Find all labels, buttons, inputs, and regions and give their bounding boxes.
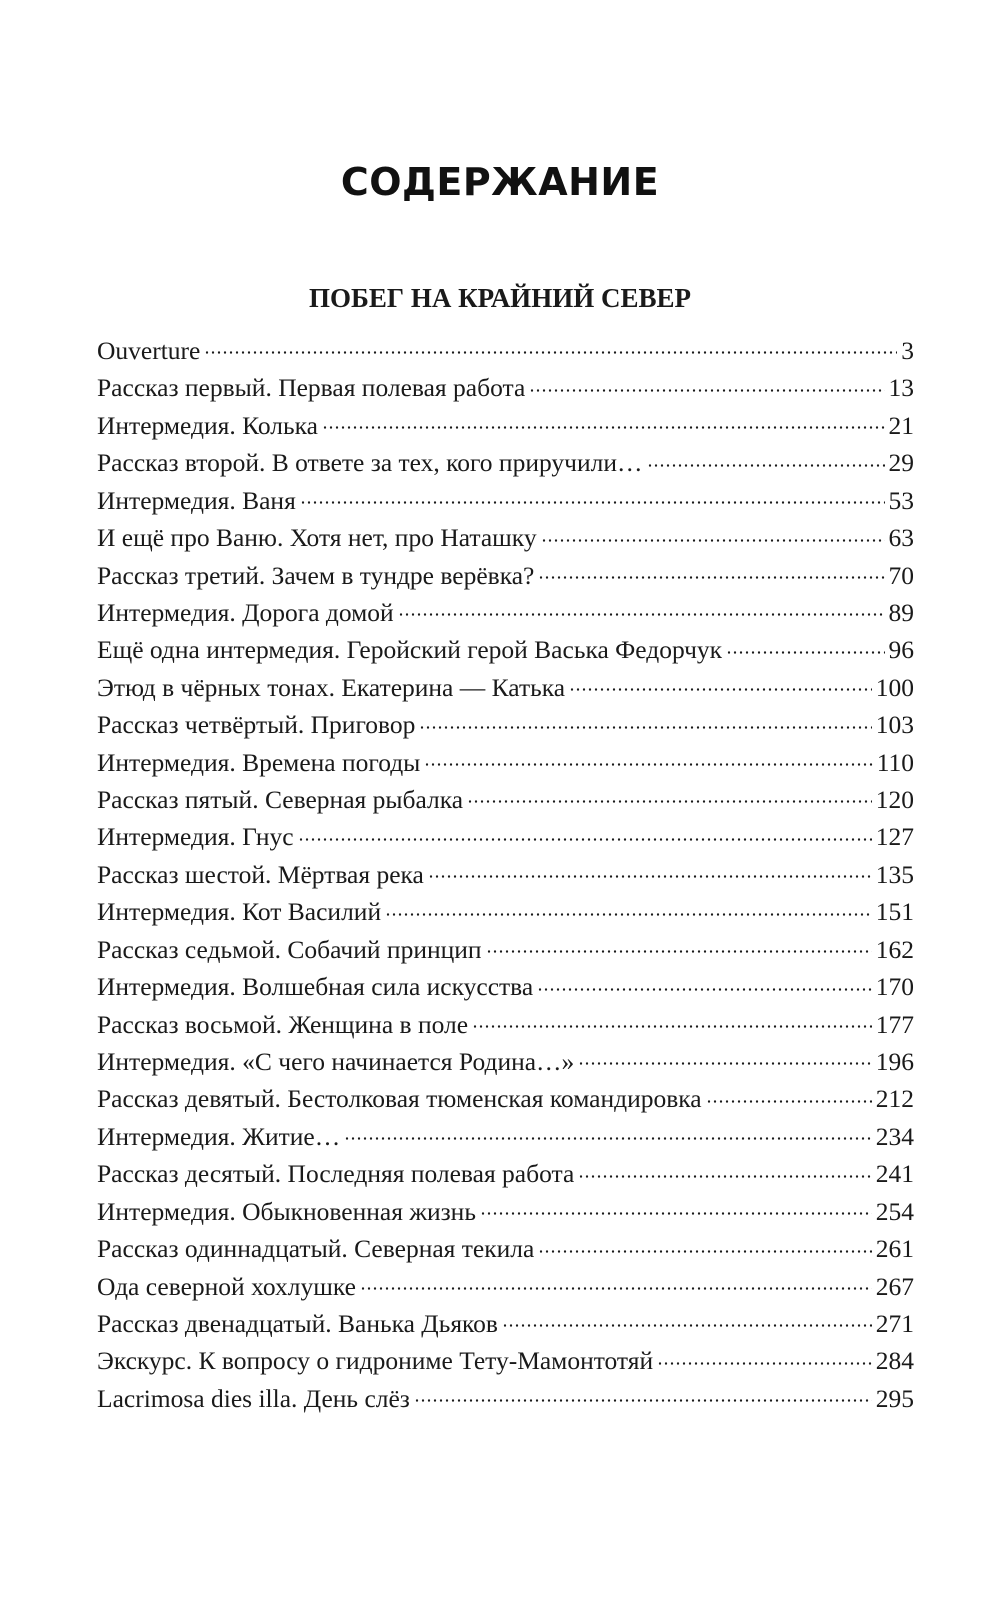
toc-entry-page-number: 103 bbox=[875, 710, 914, 740]
toc-entry-title: Интермедия. Времена погоды bbox=[97, 747, 421, 777]
toc-entry bbox=[97, 519, 914, 556]
toc-entry bbox=[97, 968, 914, 1005]
toc-entry-page-number: 241 bbox=[875, 1159, 914, 1189]
toc-entry-title: Интермедия. Волшебная сила искусства bbox=[97, 972, 534, 1002]
toc-entry-title: Рассказ шестой. Мёртвая река bbox=[97, 859, 424, 889]
toc-entry bbox=[97, 1118, 914, 1155]
toc-entry bbox=[97, 856, 914, 893]
toc-entry-page-number: 212 bbox=[875, 1084, 914, 1114]
dot-leader bbox=[344, 1137, 872, 1140]
toc-entry-title: Рассказ восьмой. Женщина в поле bbox=[97, 1009, 469, 1039]
toc-entry bbox=[97, 893, 914, 930]
toc-entry bbox=[97, 931, 914, 968]
toc-entry-page-number: 170 bbox=[875, 972, 914, 1002]
dot-leader bbox=[726, 651, 884, 654]
toc-entry bbox=[97, 781, 914, 818]
dot-leader bbox=[322, 426, 885, 429]
toc-entry-page-number: 120 bbox=[875, 785, 914, 815]
dot-leader bbox=[428, 875, 872, 878]
dot-leader bbox=[538, 1250, 871, 1253]
toc-entry-page-number: 254 bbox=[875, 1196, 914, 1226]
page-title: СОДЕРЖАНИЕ bbox=[340, 160, 660, 204]
toc-entry bbox=[97, 1268, 914, 1305]
dot-leader bbox=[706, 1100, 872, 1103]
toc-entry bbox=[97, 1342, 914, 1379]
toc-entry-title: Рассказ четвёртый. Приговор bbox=[97, 710, 416, 740]
toc-entry bbox=[97, 482, 914, 519]
toc-entry bbox=[97, 1305, 914, 1342]
toc-entry bbox=[97, 332, 914, 369]
toc-entry bbox=[97, 1080, 914, 1117]
toc-entry-title: Рассказ девятый. Бестолковая тюменская командировка bbox=[97, 1084, 702, 1114]
dot-leader bbox=[537, 988, 872, 991]
toc-entry-title: Интермедия. Гнус bbox=[97, 822, 294, 852]
dot-leader bbox=[541, 539, 885, 542]
dot-leader bbox=[298, 838, 872, 841]
toc-entry-page-number: 13 bbox=[888, 373, 914, 403]
toc-entry-title: Ouverture bbox=[97, 336, 201, 365]
dot-leader bbox=[467, 800, 872, 803]
toc-entry bbox=[97, 1193, 914, 1230]
toc-entry bbox=[97, 631, 914, 668]
toc-entry-title: Интермедия. Колька bbox=[97, 410, 318, 440]
dot-leader bbox=[360, 1287, 872, 1290]
toc-entry-title: Интермедия. «С чего начинается Родина…» bbox=[97, 1047, 575, 1077]
dot-leader bbox=[398, 613, 885, 616]
dot-leader bbox=[472, 1025, 872, 1028]
toc-entry-page-number: 234 bbox=[875, 1121, 914, 1151]
toc-entry-page-number: 177 bbox=[875, 1009, 914, 1039]
toc-entry-title: Интермедия. Обыкновенная жизнь bbox=[97, 1196, 476, 1226]
toc-entry-title: Интермедия. Ваня bbox=[97, 485, 296, 515]
dot-leader bbox=[569, 688, 872, 691]
toc-entry bbox=[97, 444, 914, 481]
toc-entry-page-number: 21 bbox=[888, 410, 914, 440]
dot-leader bbox=[578, 1175, 871, 1178]
table-of-contents bbox=[97, 332, 914, 1417]
toc-entry-title: Интермедия. Дорога домой bbox=[97, 597, 394, 627]
toc-entry-page-number: 53 bbox=[888, 485, 914, 515]
toc-entry-title: Ода северной хохлушке bbox=[97, 1271, 356, 1301]
dot-leader bbox=[578, 1062, 871, 1065]
toc-entry bbox=[97, 594, 914, 631]
dot-leader bbox=[647, 464, 885, 467]
toc-entry-page-number: 267 bbox=[875, 1271, 914, 1301]
toc-entry-page-number: 63 bbox=[888, 523, 914, 553]
toc-entry-title: Интермедия. Житие… bbox=[97, 1121, 341, 1151]
toc-entry-page-number: 29 bbox=[888, 448, 914, 478]
toc-entry-title: И ещё про Ваню. Хотя нет, про Наташку bbox=[97, 523, 537, 553]
dot-leader bbox=[502, 1324, 872, 1327]
toc-entry bbox=[97, 407, 914, 444]
toc-entry bbox=[97, 706, 914, 743]
toc-entry bbox=[97, 818, 914, 855]
toc-entry bbox=[97, 1230, 914, 1267]
toc-entry bbox=[97, 369, 914, 406]
dot-leader bbox=[529, 389, 884, 392]
toc-entry bbox=[97, 669, 914, 706]
toc-entry-title: Этюд в чёрных тонах. Екатерина — Катька bbox=[97, 672, 566, 702]
toc-entry-page-number: 196 bbox=[875, 1047, 914, 1077]
toc-entry-title: Lacrimosa dies illa. День слёз bbox=[97, 1383, 410, 1413]
toc-entry-page-number: 127 bbox=[875, 822, 914, 852]
toc-entry-title: Рассказ пятый. Северная рыбалка bbox=[97, 785, 464, 815]
dot-leader bbox=[204, 351, 897, 354]
dot-leader bbox=[300, 501, 885, 504]
section-title: ПОБЕГ НА КРАЙНИЙ СЕВЕР bbox=[309, 283, 691, 313]
toc-entry bbox=[97, 1043, 914, 1080]
toc-entry-title: Рассказ первый. Первая полевая работа bbox=[97, 373, 526, 403]
dot-leader bbox=[424, 763, 872, 766]
toc-entry-title: Рассказ седьмой. Собачий принцип bbox=[97, 934, 482, 964]
toc-entry-page-number: 284 bbox=[875, 1346, 914, 1376]
toc-entry-page-number: 135 bbox=[875, 859, 914, 889]
dot-leader bbox=[486, 950, 872, 953]
toc-entry-title: Интермедия. Кот Василий bbox=[97, 897, 382, 927]
toc-entry-page-number: 162 bbox=[875, 934, 914, 964]
toc-entry bbox=[97, 1006, 914, 1043]
toc-entry-page-number: 89 bbox=[888, 597, 914, 627]
toc-entry-title: Рассказ второй. В ответе за тех, кого приручили… bbox=[97, 448, 643, 478]
toc-entry-page-number: 271 bbox=[875, 1308, 914, 1338]
toc-entry-page-number: 100 bbox=[875, 672, 914, 702]
toc-entry-page-number: 151 bbox=[875, 897, 914, 927]
dot-leader bbox=[538, 576, 884, 579]
dot-leader bbox=[419, 726, 871, 729]
toc-entry-page-number: 295 bbox=[875, 1383, 914, 1413]
dot-leader bbox=[414, 1399, 872, 1402]
toc-entry-title: Рассказ двенадцатый. Ванька Дьяков bbox=[97, 1308, 498, 1338]
toc-entry-title: Рассказ третий. Зачем в тундре верёвка? bbox=[97, 560, 535, 590]
toc-entry-page-number: 110 bbox=[876, 747, 914, 777]
toc-entry-title: Ещё одна интермедия. Геройский герой Васька Федорчук bbox=[97, 635, 723, 665]
toc-entry-page-number: 3 bbox=[901, 336, 914, 365]
toc-entry bbox=[97, 744, 914, 781]
toc-entry-page-number: 70 bbox=[888, 560, 914, 590]
toc-entry-title: Экскурс. К вопросу о гидрониме Тету-Мамонтотяй bbox=[97, 1346, 654, 1376]
toc-entry bbox=[97, 1380, 914, 1417]
toc-entry bbox=[97, 1155, 914, 1192]
toc-entry-page-number: 96 bbox=[888, 635, 914, 665]
toc-entry-page-number: 261 bbox=[875, 1234, 914, 1264]
toc-entry-title: Рассказ десятый. Последняя полевая работа bbox=[97, 1159, 575, 1189]
toc-entry-title: Рассказ одиннадцатый. Северная текила bbox=[97, 1234, 535, 1264]
dot-leader bbox=[657, 1362, 872, 1365]
dot-leader bbox=[480, 1212, 872, 1215]
toc-entry bbox=[97, 557, 914, 594]
dot-leader bbox=[385, 913, 872, 916]
